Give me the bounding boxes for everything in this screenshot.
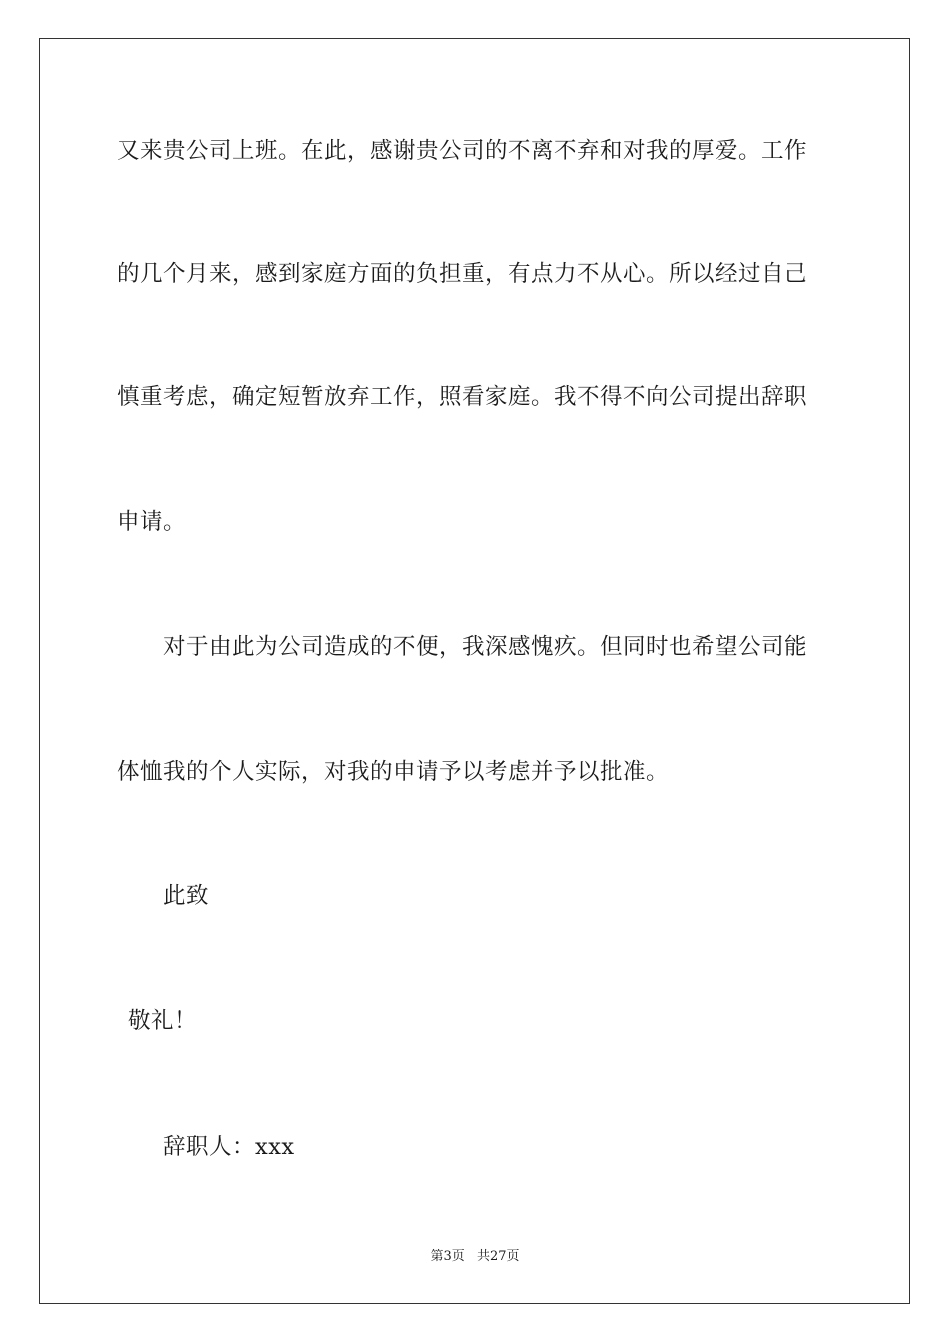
page-total: 共27页 [476, 1249, 520, 1264]
body-text-line: 又来贵公司上班。在此，感谢贵公司的不离不弃和对我的厚爱。工作 [117, 138, 808, 164]
body-text-line: 的几个月来，感到家庭方面的负担重，有点力不从心。所以经过自己 [117, 261, 808, 287]
body-text-line: 对于由此为公司造成的不便，我深感愧疚。但同时也希望公司能 [163, 634, 808, 660]
body-text-line: 申请。 [117, 509, 187, 535]
closing: 敬礼！ [128, 1008, 198, 1034]
salutation: 此致 [163, 883, 210, 909]
page-footer [0, 1248, 950, 1266]
signature: 辞职人：xxx [163, 1134, 295, 1160]
body-text-line: 慎重考虑，确定短暂放弃工作，照看家庭。我不得不向公司提出辞职 [117, 384, 808, 410]
page-frame [39, 38, 910, 1304]
body-text-line: 体恤我的个人实际，对我的申请予以考虑并予以批准。 [117, 759, 670, 785]
page-number: 第3页 [430, 1249, 465, 1264]
